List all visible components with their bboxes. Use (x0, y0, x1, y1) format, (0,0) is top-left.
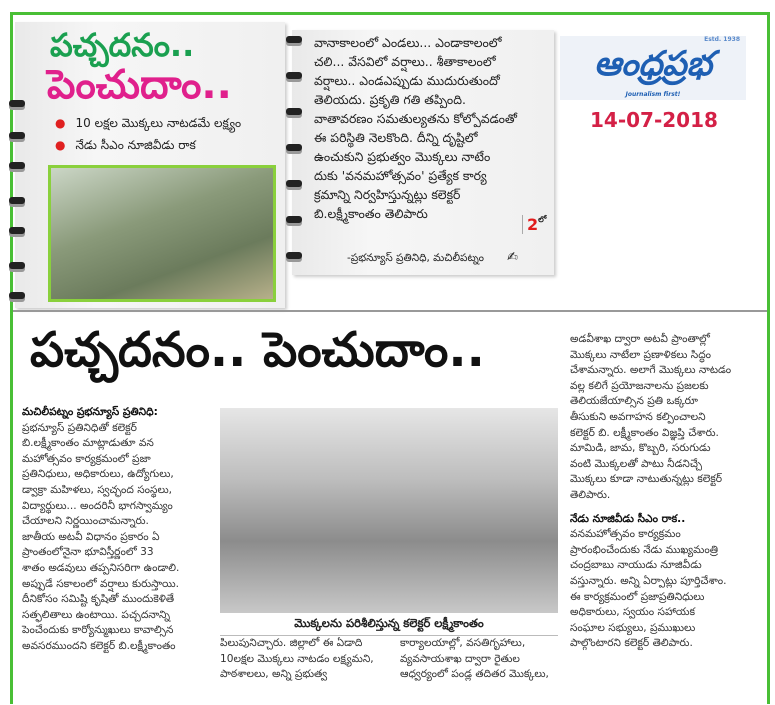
text-line: మామిడి, జామ, కొబ్బరి, సరుగుడు (570, 442, 711, 455)
text-line: శాతం అడవులు తప్పనిసరిగా ఉండాలి. (22, 561, 180, 574)
text-line: ఈ కార్యక్రమంలో ప్రజాప్రతినిధులు (570, 590, 705, 603)
text-line: చేశామన్నారు. అలాగే మొక్కలు నాటడం (570, 364, 732, 377)
spiral-ring-icon (9, 227, 25, 234)
text-line: మహోత్సవం కార్యక్రమంలో ప్రజా (22, 452, 151, 465)
article-column-3 (400, 636, 560, 683)
teaser-photo (48, 165, 276, 302)
text-line: వంటి మొక్కలతో పాటు నీడనిచ్చే (570, 457, 703, 470)
summary-line: క్రమాన్ని నిర్వహిస్తున్నట్లు కలెక్టర్ (314, 187, 461, 202)
article-column-4 (570, 332, 765, 652)
spiral-ring-icon (286, 216, 302, 223)
text-line: వల్ల కలిగే ప్రయోజనాలను ప్రజలకు (570, 379, 709, 392)
text-line: సత్ఫలితాలు ఉంటాయి. పచ్చదనాన్ని (22, 608, 171, 621)
page-ref-suffix: లో (538, 215, 547, 224)
summary-notebook (292, 30, 554, 275)
summary-line: బి.లక్ష్మీకాంతం తెలిపారు (314, 206, 428, 221)
article-column-1 (22, 405, 217, 655)
spiral-ring-icon (286, 72, 302, 79)
text-line: పిలుపునిచ్చారు. జిల్లాలో ఈ ఏడాది (220, 637, 363, 649)
spiral-ring-icon (9, 100, 25, 107)
logo-established: Estd. 1938 (704, 36, 740, 43)
text-line: సంఘాల సభ్యులు, ప్రముఖులు (570, 621, 696, 634)
text-line: బి.లక్ష్మీకాంతం మాట్లాడుతూ వన (22, 437, 154, 450)
summary-line: చలి... వేసవిలో వర్షాలు.. శీతాకాలంలో (314, 54, 496, 69)
text-line: చేయాలని నిర్ణయించామన్నారు. (22, 515, 149, 528)
newspaper-logo (560, 36, 746, 100)
summary-line: దుకు 'వనమహోత్సవం' ప్రత్యేక కార్య (314, 168, 487, 183)
text-line: ఆధ్వర్యంలో పండ్ల తదితర మొక్కలు, (400, 668, 549, 681)
summary-line: వానాకాలంలో ఎండలు... ఎండాకాలంలో (314, 35, 502, 50)
page-reference (522, 215, 546, 234)
summary-line: వర్షాలు.. ఎండఎప్పుడు ముదురుతుందో (314, 73, 500, 88)
text-line: దీనికోసం సమిష్టి కృషితో ముందుకెళితే (22, 593, 175, 606)
text-line: అప్పుడే సకాలంలో వర్షాలు కురుస్తాయి. (22, 577, 180, 590)
text-line: అధికారులు, స్వయం సహాయక (570, 606, 696, 619)
spiral-ring-icon (9, 162, 25, 169)
text-line: తెలియజేయాల్సిన ప్రతి ఒక్కరూ (570, 395, 698, 408)
spiral-ring-icon (9, 262, 25, 269)
text-line: వనమహోత్సవం కార్యక్రమం (570, 528, 681, 541)
summary-line: తెలియదు. ప్రకృతి గతి తప్పింది. (314, 92, 466, 107)
text-line: డ్వాక్రా మహిళలు, స్వచ్ఛంద సంస్థలు, (22, 483, 172, 496)
summary-line: వాతావరణం సమతుల్యతను కోల్పోవడంతో (314, 111, 518, 126)
text-line: కలెక్టర్ బి. లక్ష్మీకాంతం విజ్ఞప్తి చేశారు. (570, 426, 719, 439)
teaser-bullet: ● నేడు సీఎం నూజివీడు రాక (55, 138, 196, 155)
text-line: అవసరముందని కలెక్టర్ బి.లక్ష్మీకాంతం (22, 639, 176, 652)
text-line: పెంచేందుకు కార్యోన్ముఖులు కావాల్సిన (22, 624, 174, 637)
pen-icon: ✍ (507, 250, 518, 265)
spiral-ring-icon (286, 252, 302, 259)
teaser-title-line1: పచ్చదనం.. (50, 26, 195, 64)
logo-text: ఆంధ్రప్రభ (593, 44, 713, 84)
spiral-ring-icon (286, 36, 302, 43)
text-line: వ్యవసాయశాఖ ద్వారా రైతుల (400, 652, 520, 665)
spiral-ring-icon (286, 108, 302, 115)
text-line: మొక్కలు నాటేలా ప్రణాళికలు సిద్ధం (570, 348, 712, 361)
page-ref-number: 2 (527, 215, 539, 234)
paragraph-gap (570, 504, 765, 512)
teaser-title-line2: పెంచుదాం.. (47, 62, 232, 108)
spiral-ring-icon (9, 197, 25, 204)
teaser-notebook (15, 22, 285, 308)
text-line: ప్రాంతంలోనైనా భూవిస్తీర్ణంలో 33 (22, 546, 154, 559)
text-line: పాల్గొంటారని కలెక్టర్ తెలిపారు. (570, 637, 693, 650)
text-line: ప్రభన్యూస్ ప్రతినిధితో కలెక్టర్ (22, 421, 137, 434)
subheading: నేడు నూజివీడు సీఎం రాక.. (570, 512, 686, 525)
text-line: తెలిపారు. (570, 488, 611, 501)
publication-date: 14-07-2018 (590, 108, 718, 132)
text-line: వస్తున్నారు. అన్ని ఏర్పాట్లు పూర్తిచేశాం. (570, 574, 727, 587)
dateline: మచిలీపట్నం ప్రభన్యూస్ ప్రతినిధి: (22, 406, 158, 418)
article-photo (220, 408, 558, 613)
teaser-bullet: ● 10 లక్షల మొక్కలు నాటడమే లక్ష్యం (55, 116, 241, 133)
summary-line: ఈ పరిస్థితి నెలకొంది. దీన్ని దృష్టిలో (314, 130, 478, 145)
text-line: ప్రారంభించేందుకు నేడు ముఖ్యమంత్రి (570, 543, 719, 556)
text-line: ప్రతినిధులు, అధికారులు, ఉద్యోగులు, (22, 468, 174, 481)
text-line: అడవీశాఖ ద్వారా అటవీ ప్రాంతాల్లో (570, 333, 710, 345)
spiral-ring-icon (9, 132, 25, 139)
text-line: చంద్రబాబు నాయుడు నూజివీడు (570, 559, 702, 572)
article-headline: పచ్చదనం.. పెంచుదాం.. (30, 322, 485, 378)
summary-text (314, 33, 529, 223)
logo-tagline: Journalism first! (625, 91, 681, 98)
text-line: జాతీయ అటవీ విధానం ప్రకారం ఏ (22, 530, 160, 543)
text-line: విద్యార్థులు... అందరినీ భాగస్వామ్యం (22, 499, 173, 512)
text-line: మొక్కలు కూడా నాటుతున్నట్లు కలెక్టర్ (570, 473, 723, 486)
photo-caption: మొక్కలను పరిశీలిస్తున్న కలెక్టర్ లక్ష్మీకాంతం (220, 616, 558, 636)
text-line: పాఠశాలలు, అన్ని ప్రభుత్వ (220, 668, 328, 681)
text-line: తీసుకుని అవగాహన కల్పించాలని (570, 410, 706, 423)
spiral-ring-icon (9, 292, 25, 299)
spiral-ring-icon (286, 144, 302, 151)
text-line: 10లక్షల మొక్కలు నాటడం లక్ష్యమని, (220, 652, 374, 665)
section-divider (13, 310, 767, 312)
summary-line: ఉంచుకుని ప్రభుత్వం మొక్కలు నాటేం (314, 149, 491, 164)
text-line: కార్యాలయాల్లో, వసతిగృహాలు, (400, 637, 526, 649)
spiral-ring-icon (286, 180, 302, 187)
byline: -ప్రభన్యూస్ ప్రతినిధి, మచిలీపట్నం (347, 252, 484, 264)
article-column-2 (220, 636, 390, 683)
